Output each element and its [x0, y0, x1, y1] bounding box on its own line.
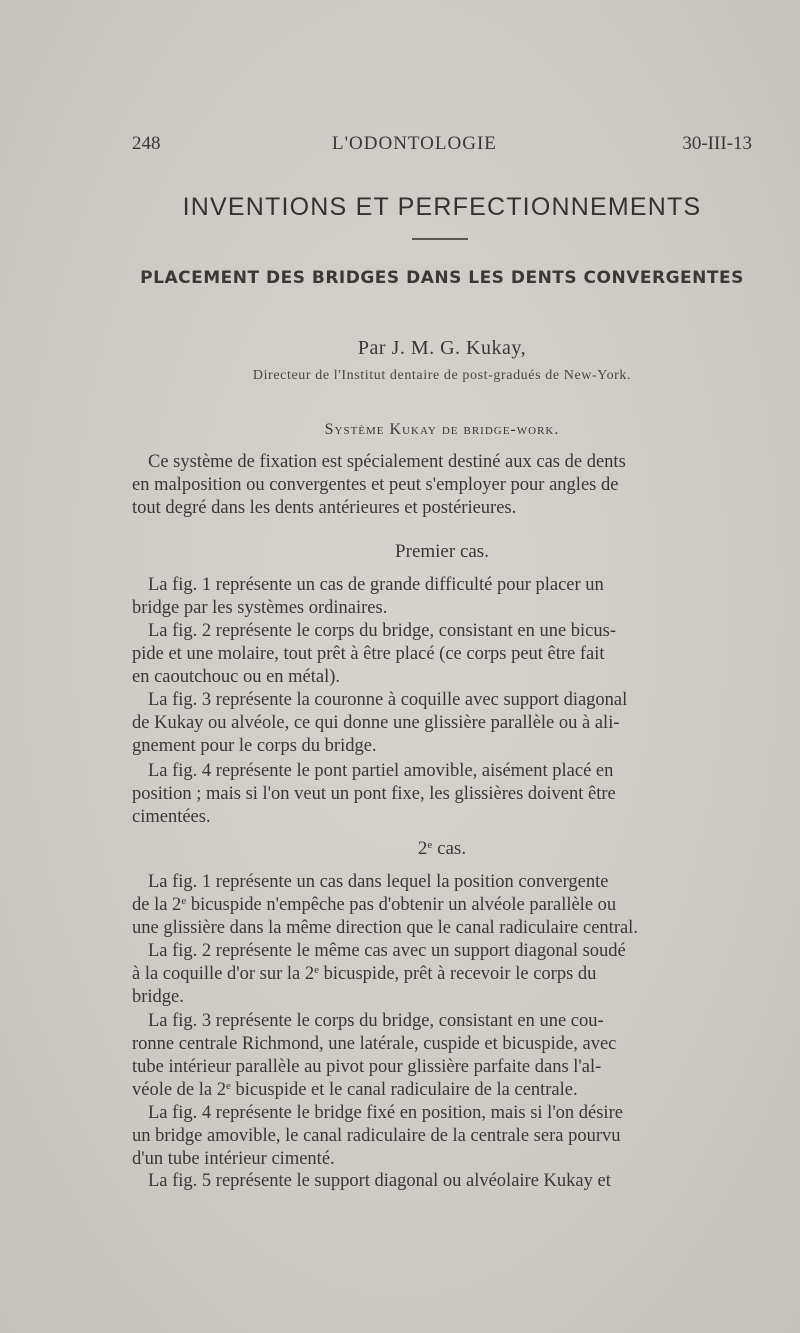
- text-segment: La fig. 2 représente le même cas avec un support diagonal soudé: [148, 941, 626, 961]
- text-segment: véole de la 2: [132, 1080, 226, 1100]
- issue-date: 30-III-13: [682, 133, 752, 154]
- case-2-number: 2: [417, 838, 428, 859]
- text-line: gnement pour le corps du bridge.: [132, 736, 377, 756]
- text-line: [132, 986, 738, 1009]
- author-affiliation: Directeur de l'Institut dentaire de post-gradués de New-York.: [252, 368, 632, 383]
- case-2-paragraph: [132, 1102, 738, 1171]
- text-line: [132, 963, 738, 986]
- case-2-paragraph: [132, 1170, 738, 1193]
- journal-title: L'ODONTOLOGIE: [332, 133, 497, 154]
- text-line: [132, 871, 738, 894]
- text-line: de Kukay ou alvéole, ce qui donne une glissière parallèle ou à ali-: [132, 713, 620, 733]
- author-line: Par J. M. G. Kukay,: [357, 337, 527, 359]
- case-2-paragraph: [132, 1010, 738, 1102]
- text-line: en malposition ou convergentes et peut s'employer pour angles de: [132, 475, 619, 495]
- text-line: La fig. 1 représente un cas de grande difficulté pour placer un: [148, 575, 604, 595]
- text-segment: à la coquille d'or sur la 2: [132, 964, 315, 984]
- case-2-paragraph: [132, 940, 738, 1009]
- article-title: PLACEMENT DES BRIDGES DANS LES DENTS CONVERGENTES: [140, 268, 744, 288]
- case-1-paragraph: [132, 620, 738, 689]
- superscript: e: [427, 839, 433, 851]
- system-heading: Système Kukay de bridge-work.: [324, 421, 560, 438]
- text-line: La fig. 2 représente le corps du bridge, consistant en une bicus-: [148, 621, 617, 641]
- text-segment: La fig. 1 représente un cas dans lequel la position convergente: [148, 872, 609, 892]
- text-line: [132, 1102, 738, 1125]
- text-line: [132, 917, 738, 940]
- divider-rule: [412, 238, 468, 240]
- superscript: e: [226, 1080, 231, 1092]
- text-line: position ; mais si l'on veut un pont fixe, les glissières doivent être: [132, 784, 616, 804]
- text-line: Ce système de fixation est spécialement destiné aux cas de dents: [148, 452, 626, 472]
- text-line: [132, 1170, 738, 1193]
- text-line: pide et une molaire, tout prêt à être placé (ce corps peut être fait: [132, 644, 605, 664]
- text-line: [132, 1079, 738, 1102]
- text-line: [132, 1125, 738, 1148]
- text-line: [132, 894, 738, 917]
- case-1-paragraph: [132, 760, 738, 829]
- text-line: en caoutchouc ou en métal).: [132, 667, 341, 687]
- superscript: e: [181, 895, 187, 907]
- text-line: [132, 1033, 738, 1056]
- case-1-paragraph: [132, 574, 738, 620]
- page-number: 248: [132, 133, 161, 154]
- running-head: [132, 133, 752, 163]
- text-segment: La fig. 3 représente le corps du bridge, consistant en une cou-: [148, 1011, 604, 1031]
- text-line: La fig. 3 représente la couronne à coquille avec support diagonal: [148, 690, 628, 710]
- text-segment: de la 2: [132, 895, 182, 915]
- superscript: e: [314, 964, 319, 976]
- case-2-label: cas.: [432, 838, 467, 859]
- text-segment: une glissière dans la même direction que le canal radiculaire central.: [132, 918, 638, 938]
- text-segment: bridge.: [132, 987, 184, 1007]
- text-line: [132, 1010, 738, 1033]
- text-segment: bicuspide, prêt à recevoir le corps du: [319, 964, 597, 984]
- text-segment: bicuspide et le canal radiculaire de la centrale.: [230, 1080, 578, 1100]
- case-1-paragraph: [132, 689, 738, 758]
- text-line: tout degré dans les dents antérieures et postérieures.: [132, 498, 517, 518]
- text-segment: d'un tube intérieur cimenté.: [132, 1149, 335, 1169]
- case-2-heading: [132, 838, 752, 860]
- text-line: [132, 940, 738, 963]
- section-title: INVENTIONS ET PERFECTIONNEMENTS: [182, 193, 702, 221]
- text-segment: La fig. 5 représente le support diagonal ou alvéolaire Kukay et: [148, 1171, 611, 1191]
- text-segment: bicuspide n'empêche pas d'obtenir un alvéole parallèle ou: [186, 895, 617, 915]
- text-segment: ronne centrale Richmond, une latérale, cuspide et bicuspide, avec: [132, 1034, 617, 1054]
- case-1-heading: Premier cas.: [395, 541, 489, 562]
- text-line: [132, 1148, 738, 1171]
- text-line: cimentées.: [132, 807, 211, 827]
- text-segment: La fig. 4 représente le bridge fixé en position, mais si l'on désire: [148, 1103, 623, 1123]
- text-line: bridge par les systèmes ordinaires.: [132, 598, 388, 618]
- case-2-paragraph: [132, 871, 738, 940]
- intro-paragraph: [132, 451, 738, 520]
- text-line: La fig. 4 représente le pont partiel amovible, aisément placé en: [148, 761, 614, 781]
- text-segment: un bridge amovible, le canal radiculaire de la centrale sera pourvu: [132, 1126, 621, 1146]
- text-line: [132, 1056, 738, 1079]
- text-segment: tube intérieur parallèle au pivot pour glissière parfaite dans l'al-: [132, 1057, 602, 1077]
